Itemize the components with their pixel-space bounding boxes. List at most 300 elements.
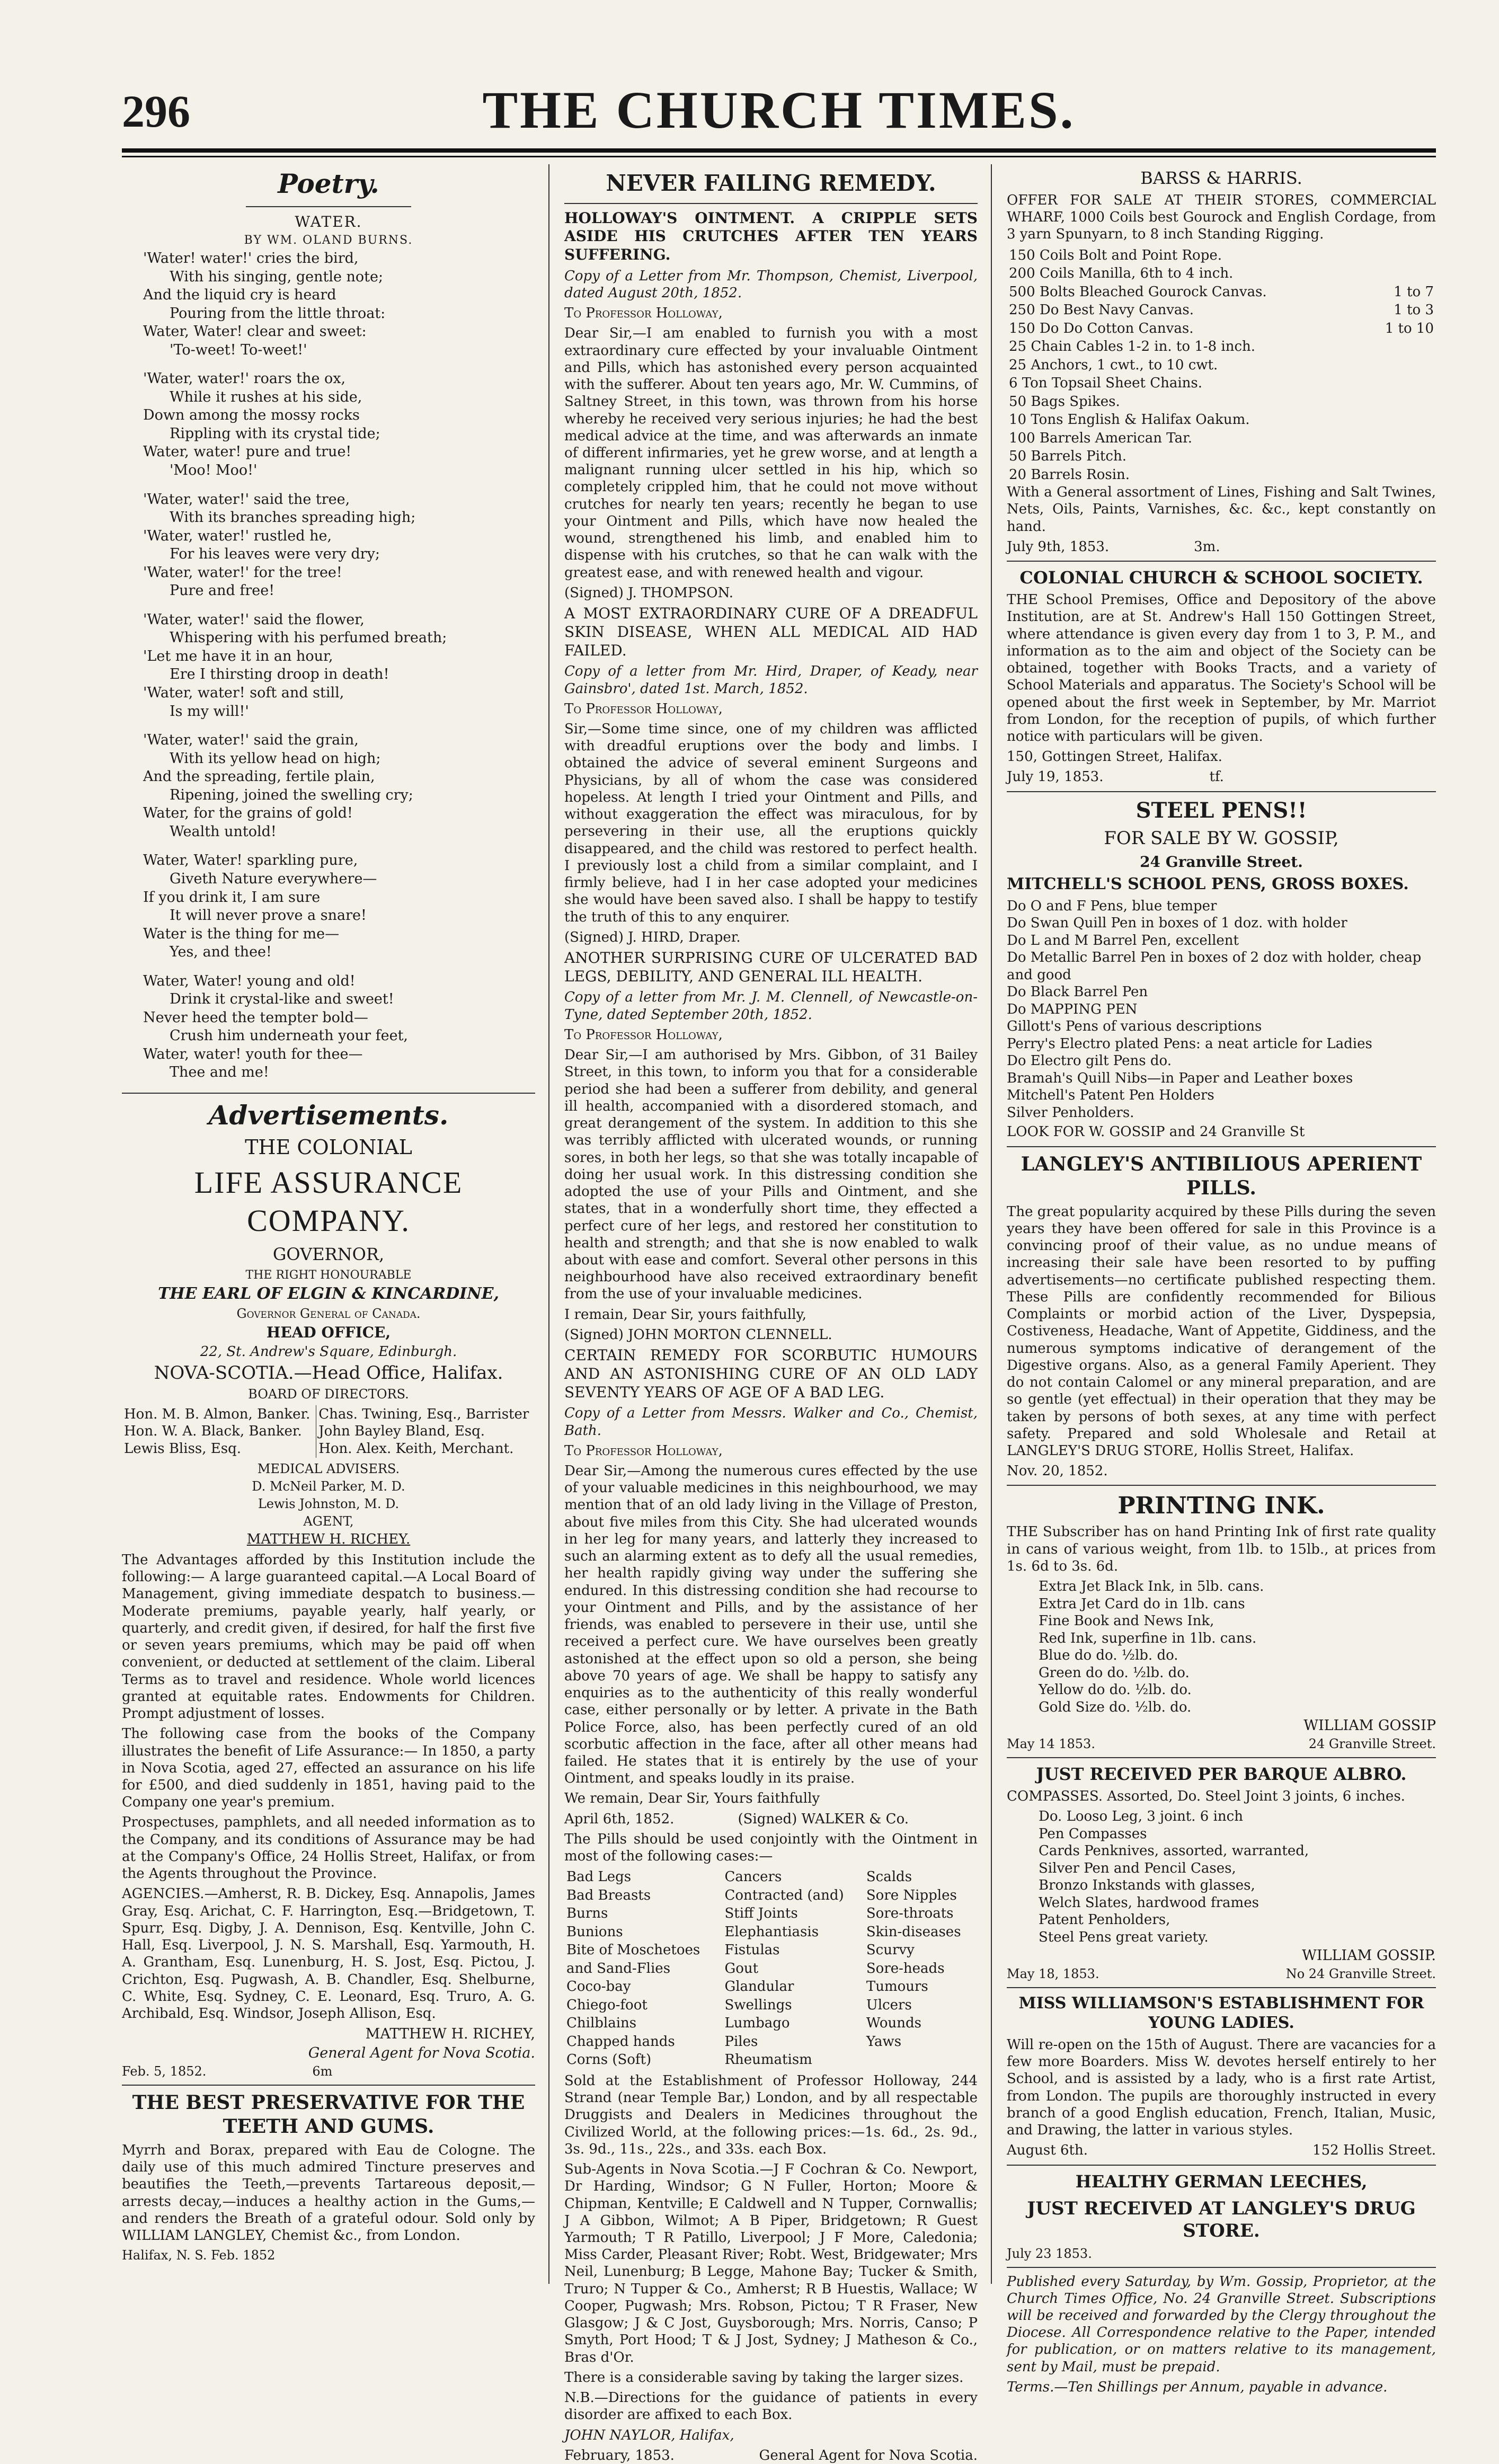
poem-line: For his leaves were very dry; — [170, 546, 380, 563]
poem-line: 'Water, water!' for the tree! — [143, 564, 342, 581]
albro-date-line — [1007, 1966, 1436, 1982]
column-divider — [548, 164, 549, 2284]
ink-signature: WILLIAM GOSSIP — [1303, 1717, 1436, 1734]
letter-recipient: To Professor Holloway, — [564, 1026, 723, 1043]
directors-right — [316, 1405, 535, 1458]
poem-line: Ere I thirsting droop in death! — [170, 666, 389, 683]
letter-source: Copy of a letter from Mr. Hird, Draper, of Keady, near Gainsbro', dated 1st. March, 1852. — [564, 663, 978, 697]
directions-note: N.B.—Directions for the guidance of patients in every disorder are affixed to each Box. — [564, 2390, 978, 2423]
poem-line: And the liquid cry is heard — [143, 287, 336, 304]
williamson-date-line — [1007, 2142, 1436, 2159]
ailment-cell: Burns — [566, 1905, 608, 1922]
ailment-cell: Sore Nipples — [866, 1887, 957, 1903]
albro-list — [1039, 1808, 1436, 1946]
list-item: Blue do do. ½lb. do. — [1039, 1647, 1178, 1664]
poem-line: Pouring from the little throat: — [170, 305, 386, 322]
ailment-cell: Glandular — [724, 1979, 794, 1995]
letter-signature: (Signed) J. HIRD, Draper. — [564, 929, 741, 945]
list-item: Perry's Electro plated Pens: a neat article for Ladies — [1007, 1035, 1372, 1052]
list-item: Do. Looso Leg, 3 joint. 6 inch — [1039, 1809, 1243, 1825]
signature-text: (Signed) WALKER & Co. — [738, 1811, 909, 1827]
poem-line: Water, for the grains of gold! — [143, 805, 353, 822]
paragraph: Myrrh and Borax, prepared with Eau de Cologne. The daily use of this much admired Tincture preserves and beautifies the Teeth,—prevents Tartareous deposit,—arrests decay,—induces a healthy action in the Gums,—and renders the Breath of a grateful odour. Sold only by WILLIAM LANGLEY, Chemist &c., from London. — [122, 2142, 535, 2244]
barss-outro: With a General assortment of Lines, Fishing and Salt Twines, Nets, Oils, Paints, Varnishes, &c. &c., kept constantly on hand. — [1007, 484, 1436, 535]
ink-body — [1007, 1523, 1436, 1575]
ailment-cell: Scurvy — [866, 1942, 915, 1958]
address-text: 24 Granville Street. — [1308, 1736, 1436, 1751]
table-row — [1007, 447, 1436, 466]
ailment-cell: Bite of Moschetoes — [566, 1942, 700, 1958]
poem-line: 'Water, water!' said the flower, — [143, 611, 365, 628]
divider — [564, 203, 978, 204]
barss-cell — [1363, 447, 1436, 466]
albro-signature: WILLIAM GOSSIP. — [1302, 1947, 1436, 1964]
date-text: May 18, 1853. — [1007, 1966, 1099, 1981]
ink-text: THE Subscriber has on hand Printing Ink of first rate quality in cans of various weight, from 1lb. to 15lb., at prices from 1s. 6d to 3s. 6d. — [1007, 1524, 1436, 1574]
table-row — [564, 1978, 978, 1996]
barss-cell — [1363, 411, 1436, 429]
list-item: Silver Pen and Pencil Cases, — [1039, 1860, 1236, 1876]
ailment-cell: Chapped hands — [566, 2033, 675, 2050]
publication-info — [1007, 2273, 1436, 2396]
date-text: July 19, 1853. — [1007, 769, 1104, 785]
ailment-cell: Cancers — [724, 1869, 782, 1885]
list-item: Do Black Barrel Pen — [1007, 984, 1148, 1000]
letter-signature: (Signed) JOHN MORTON CLENNELL. — [564, 1326, 832, 1343]
term-text: tf. — [1209, 769, 1224, 785]
society-text: THE School Premises, Office and Depository of the above Institution, are at St. Andrew's Hall 150 Gottingen Street, where attendance is given every day from 1 to 3, P. M., and information as to the aim and object of the Society can be obtained, together with Books Tracts, and a variety of School Materials and apparatus. The Society's School will be opened about the first week in September, by Mr. Marriot from London, for the reception of pupils, of which further notice with particulars will be given. — [1007, 592, 1436, 745]
barss-intro: OFFER FOR SALE AT THEIR STORES, COMMERCIAL WHARF, 1000 Coils best Gourock and English Cordage, from 3 yarn Spunyarn, to 8 inch Standing Rigging. — [1007, 192, 1436, 243]
table-row — [564, 1941, 978, 1960]
ailment-cell: Coco-bay — [566, 1979, 631, 1995]
letter-closing: We remain, Dear Sir, Yours faithfully — [564, 1791, 820, 1807]
divider — [122, 2085, 535, 2086]
agent-title: General Agent for Nova Scotia. — [759, 2447, 978, 2463]
list-item: Bramah's Quill Nibs—in Paper and Leather boxes — [1007, 1070, 1353, 1086]
agent-name: MATTHEW H. RICHEY. — [246, 1531, 411, 1548]
poem-stanza — [122, 611, 535, 721]
barss-cell: 150 Do Do Cotton Canvas. — [1009, 320, 1194, 336]
colonial-life-body — [122, 1552, 535, 2022]
nova-scotia-office: NOVA-SCOTIA.—Head Office, Halifax. — [154, 1362, 503, 1384]
society-address: 150, Gottingen Street, Halifax. — [1007, 749, 1222, 765]
table-row — [564, 2014, 978, 2033]
poem-line: 'Water, water!' said the tree, — [143, 491, 350, 508]
barss-cell: 150 Coils Bolt and Point Rope. — [1009, 247, 1222, 263]
best-preservative-footer: Halifax, N. S. Feb. 1852 — [122, 2248, 276, 2263]
poetry-heading: Poetry. — [278, 168, 379, 199]
lead: HOLLOWAY'S OINTMENT. A CRIPPLE SETS ASIDE HIS CRUTCHES AFTER TEN YEARS SUFFERING. — [564, 209, 978, 263]
poem-author: BY WM. OLAND BURNS. — [244, 233, 413, 247]
honourable-label: THE RIGHT HONOURABLE — [245, 1268, 412, 1282]
barss-cell — [1363, 338, 1436, 356]
published-notice: Published every Saturday, by Wm. Gossip, Proprietor, at the Church Times Office, No. 24 Granville Street. Subscriptions will be received and forwarded by the Clergy throughout the Diocese. All Correspondence relative to the Paper, intended for publication, or on matters relative to its management, sent by Mail, must be prepaid. — [1007, 2273, 1436, 2375]
list-item: Pen Compasses — [1039, 1825, 1147, 1842]
section-title: A MOST EXTRAORDINARY CURE OF A DREADFUL SKIN DISEASE, WHEN ALL MEDICAL AID HAD FAILED. — [564, 605, 978, 659]
divider — [1007, 561, 1436, 562]
barss-footer — [1007, 484, 1436, 555]
letter-text: Dear Sir,—Among the numerous cures effected by the use of your valuable medicines in this neighbourhood, we may mention that of an old lady living in the Village of Preston, about five miles from this City. She had ulcerated wounds in her leg for many years, and latterly they increased to such an alarming extent as to defy all the usual remedies, her health rapidly giving way under the suffering she endured. In this distressing condition she had recourse to your Ointment and Pills, and by the assistance of her friends, was enabled to persevere in their use, until she received a perfect cure. We have ourselves been greatly astonished at the effect upon so old a person, she being above 70 years of age. We shall be happy to satisfy any enquiries as to the authenticity of this really wonderful case, either personally or by letter. A private in the Bath Police Force, also, has been perfectly cured of an old scorbutic affection in the face, after all other means had failed. He states that it is entirely by the use of your Ointment, and speaks loudly in its praise. — [564, 1463, 978, 1787]
letter-recipient: To Professor Holloway, — [564, 305, 723, 322]
letter-recipient: To Professor Holloway, — [564, 1442, 723, 1459]
society-body — [1007, 591, 1436, 786]
barss-cell: 250 Do Best Navy Canvas. — [1009, 302, 1194, 318]
leeches-text: JUST RECEIVED AT LANGLEY'S DRUG STORE. — [1027, 2197, 1416, 2242]
table-row — [564, 1886, 978, 1905]
barss-cell: 10 Tons English & Halifax Oakum. — [1009, 412, 1250, 428]
director: Hon. M. B. Almon, Banker. — [124, 1406, 311, 1422]
saving-note: There is a considerable saving by taking the larger sizes. — [564, 2369, 964, 2386]
poem-line: Yes, and thee! — [170, 944, 272, 961]
poem-line: 'Water! water!' cries the bird, — [143, 250, 359, 267]
date-text: February, 1853. — [564, 2447, 675, 2463]
poem-line: With its yellow head on high; — [170, 750, 381, 767]
divider — [1007, 2165, 1436, 2166]
williamson-title: MISS WILLIAMSON'S ESTABLISHMENT FOR YOUNG LADIES. — [1018, 1993, 1424, 2033]
barss-cell: 25 Anchors, 1 cwt., to 10 cwt. — [1009, 357, 1218, 373]
ailment-cell: Ulcers — [866, 1997, 912, 2013]
head-office-address: 22, St. Andrew's Square, Edinburgh. — [200, 1343, 457, 1360]
poem-line: Crush him underneath your feet, — [170, 1027, 408, 1044]
director: Hon. W. A. Black, Banker. — [124, 1423, 302, 1440]
doctor: D. McNeil Parker, M. D. — [252, 1479, 405, 1494]
column-middle — [564, 164, 978, 2463]
list-item: Do Metallic Barrel Pen in boxes of 2 doz with holder, cheap and good — [1007, 950, 1422, 983]
paragraph: The Advantages afforded by this Institution include the following:— A large guaranteed capital.—A Local Board of Management, giving immediate despatch to business.—Moderate premiums, payable yearly, half yearly, or quarterly, and credit given, if desired, for half the first five or seven years premiums, which may be paid off when convenient, or deducted at settlement of the claim. Liberal Terms as to travel and residence. Whole world licences granted at equitable rates. Endowments for Children. Prompt adjustment of losses. — [122, 1552, 535, 1722]
director: Lewis Bliss, Esq. — [124, 1440, 242, 1457]
list-item: Gold Size do. ½lb. do. — [1039, 1699, 1192, 1715]
albro-title: JUST RECEIVED PER BARQUE ALBRO. — [1036, 1763, 1407, 1784]
directors-left — [122, 1405, 316, 1458]
governor-general: Governor General of Canada. — [236, 1306, 421, 1321]
divider — [1007, 1485, 1436, 1486]
barss-cell — [1363, 429, 1436, 448]
ailment-cell: Sore-throats — [866, 1905, 954, 1922]
poem-line: 'Let me have it in an hour, — [143, 648, 333, 664]
board-label: BOARD OF DIRECTORS. — [248, 1386, 409, 1402]
list-item: Cards Penknives, assorted, warranted, — [1039, 1843, 1309, 1859]
colonial-life-title: LIFE ASSURANCE COMPANY. — [194, 1165, 463, 1238]
barss-cell — [1363, 374, 1436, 393]
list-item: Fine Book and News Ink, — [1039, 1613, 1214, 1629]
poem-line: Water, Water! young and old! — [143, 972, 356, 989]
masthead — [122, 79, 1436, 143]
table-row — [1007, 356, 1436, 375]
date-text: Feb. 5, 1852. — [122, 2063, 207, 2079]
letter-text: Sir,—Some time since, one of my children was afflicted with dreadful eruptions over the body and limbs. I obtained the advice of several eminent Surgeons and Physicians, by all of whom the case was considered hopeless. At length I tried your Ointment and Pills, and without exaggeration the effect was miraculous, for by persevering in their use, all the eruptions quickly disappeared, and the child was restored to perfect health. I previously lost a child from a similar complaint, and I firmly believe, had I in her case adopted your medicines she would have been saved also. I shall be happy to testify the truth of this to any enquirer. — [564, 721, 978, 925]
holloway-footer — [564, 2072, 978, 2464]
poem-line: With its branches spreading high; — [170, 509, 416, 526]
poem-line: 'Moo! Moo!' — [170, 462, 258, 479]
poem-line: Never heed the tempter bold— — [143, 1009, 368, 1026]
colonial-life-line1: THE COLONIAL — [245, 1136, 412, 1159]
address-text: 152 Hollis Street. — [1312, 2142, 1436, 2159]
poem-line: 'Water, water!' rustled he, — [143, 527, 332, 544]
director: Chas. Twining, Esq., Barrister — [318, 1406, 529, 1422]
barss-date-line — [1007, 538, 1436, 555]
poem-line: Thee and me! — [170, 1064, 269, 1081]
ailment-cell: Wounds — [866, 2015, 921, 2032]
poem-stanza — [122, 491, 535, 600]
barss-cell: 20 Barrels Rosin. — [1009, 466, 1130, 483]
ailment-cell: Corns (Soft) — [566, 2052, 652, 2068]
poem-line: Water, Water! clear and sweet: — [143, 323, 367, 340]
ailment-cell — [864, 2051, 978, 2069]
column-right — [1007, 164, 1436, 2395]
ailment-cell: Bad Breasts — [566, 1887, 651, 1903]
list-item: Bronzo Inkstands with glasses, — [1039, 1877, 1255, 1894]
barss-cell — [1363, 246, 1436, 265]
poem-stanza — [122, 972, 535, 1082]
section-title: ANOTHER SURPRISING CURE OF ULCERATED BAD LEGS, DEBILITY, AND GENERAL ILL HEALTH. — [564, 949, 978, 985]
barss-body — [1007, 192, 1436, 243]
divider — [1007, 2267, 1436, 2268]
table-row — [1007, 393, 1436, 411]
list-item: Silver Penholders. — [1007, 1104, 1134, 1121]
letter-source: Copy of a letter from Mr. J. M. Clennell, of Newcastle-on-Tyne, dated September 20th, 1852. — [564, 989, 978, 1023]
table-row — [1007, 264, 1436, 283]
page-number: 296 — [122, 86, 190, 137]
ad-date — [122, 2063, 535, 2079]
barss-cell: 50 Bags Spikes. — [1009, 393, 1120, 410]
poem-line: If you drink it, I am sure — [143, 889, 321, 906]
poem-body — [122, 250, 535, 1082]
ink-title: PRINTING INK. — [1117, 1492, 1325, 1520]
agent-line — [564, 2447, 978, 2464]
table-row — [1007, 338, 1436, 356]
pills-intro: The Pills should be used conjointly with the Ointment in most of the following cases:— — [564, 1831, 978, 1865]
best-preservative-title: THE BEST PRESERVATIVE FOR THE TEETH AND GUMS. — [132, 2091, 525, 2138]
term-text: 6m — [312, 2063, 333, 2079]
list-item: Gillott's Pens of various descriptions — [1007, 1018, 1262, 1035]
society-title: COLONIAL CHURCH & SCHOOL SOCIETY. — [1019, 568, 1423, 588]
term-text: 3m. — [1194, 538, 1220, 555]
poem-stanza — [122, 250, 535, 359]
letter-text: Dear Sir,—I am authorised by Mrs. Gibbon, of 31 Bailey Street, in this town, to inform you that for a considerable period she had been a sufferer from debility, and general ill health, accompanied with a disordered stomach, and great derangement of the system. In addition to this she was terribly afflicted with ulcerated wounds, or running sores, in both her legs, so that she was totally incapable of doing her usual work. In this distressing condition she adopted the use of your Pills and Ointment, and she states, that in a wonderfully short time, they effected a perfect cure of her legs, and restored her constitution to health and strength; and that she is now enabled to walk about with ease and comfort. Several other persons in this neighbourhood have also received extraordinary benefit from the use of your invaluable medicines. — [564, 1047, 978, 1302]
poem-line: Drink it crystal-like and sweet! — [170, 991, 394, 1008]
pens-address: 24 Granville Street. — [1140, 853, 1303, 871]
doctor: Lewis Johnston, M. D. — [258, 1496, 400, 1512]
paragraph: AGENCIES.—Amherst, R. B. Dickey, Esq. Annapolis, James Gray, Esq. Arichat, C. F. Harrington, Esq.—Bridgetown, T. Spurr, Esq. Digby, J. A. Dennison, Esq. Kentville, John C. Hall, Esq. Liverpool, J. N. S. Marshall, Esq. Yarmouth, H. A. Grantham, Esq. Lunenburg, H. S. Jost, Esq. Pictou, J. Crichton, Esq. Pugwash, A. B. Chandler, Esq. Shelburne, C. White, Esq. Sydney, C. E. Leonard, Esq. Truro, A. G. Archibald, Esq. Windsor, Joseph Allison, Esq. — [122, 1886, 535, 2022]
date-text: August 6th. — [1007, 2142, 1088, 2159]
list-item: Yellow do do. ½lb. do. — [1039, 1682, 1192, 1698]
ailment-cell: Yaws — [866, 2033, 902, 2050]
table-row — [564, 1960, 978, 1978]
ailment-cell: Gout — [724, 1960, 759, 1976]
langley-body — [1007, 1203, 1436, 1480]
terms-notice: Terms.—Ten Shillings per Annum, payable in advance. — [1007, 2379, 1388, 2395]
barss-cell: 100 Barrels American Tar. — [1009, 430, 1192, 446]
table-row — [1007, 283, 1436, 302]
albro-body — [1007, 1788, 1436, 1805]
signature-title: General Agent for Nova Scotia. — [308, 2045, 535, 2062]
barss-cell: 1 to 10 — [1385, 320, 1434, 336]
ailment-cell: Rheumatism — [724, 2052, 812, 2068]
poem-line: Is my will!' — [170, 703, 249, 720]
list-item: Do Swan Quill Pen in boxes of 1 doz. with holder — [1007, 915, 1347, 932]
poem-title: WATER. — [295, 212, 362, 231]
table-row — [564, 2051, 978, 2069]
letter-signature: (Signed) J. THOMPSON. — [564, 584, 733, 601]
ink-list — [1039, 1578, 1436, 1716]
list-item: Extra Jet Black Ink, in 5lb. cans. — [1039, 1579, 1264, 1595]
agent-label: AGENT, — [303, 1514, 354, 1529]
poem-line: Water, water! youth for thee— — [143, 1045, 363, 1062]
best-preservative-body — [122, 2142, 535, 2244]
mitchell-heading: MITCHELL'S SCHOOL PENS, GROSS BOXES. — [1007, 875, 1409, 894]
poem-stanza — [122, 852, 535, 961]
list-item: Do MAPPING PEN — [1007, 1001, 1138, 1017]
list-item: Extra Jet Card do in 1lb. cans — [1039, 1596, 1245, 1612]
paragraph: The following case from the books of the Company illustrates the benefit of Life Assurance:— In 1850, a party in Nova Scotia, aged 27, effected an assurance on his life for £500, and died suddenly in 1851, having paid to the Company one year's premium. — [122, 1726, 535, 1811]
ailment-cell: Bad Legs — [566, 1869, 632, 1885]
ailment-cell: Stiff Joints — [724, 1905, 798, 1922]
letter-closing: I remain, Dear Sir, yours faithfully, — [564, 1306, 807, 1323]
sub-agents: Sub-Agents in Nova Scotia.—J F Cochran & Co. Newport, Dr Harding, Windsor; G N Fuller, Horton; Moore & Chipman, Kentville; E Caldwell and N Tupper, Cornwallis; J A Gibbon, Wilmot; A B Piper, Bridgetown; R Guest Yarmouth; T R Patillo, Liverpool; J F More, Caledonia; Miss Carder, Pleasant River; Robt. West, Bridgewater; Mrs Neil, Lunenburg; B Legge, Mahone Bay; Tucker & Smith, Truro; N Tupper & Co., Amherst; R B Huestis, Wallace; W Cooper, Pugwash; Mrs. Robson, Pictou; T R Fraser, New Glasgow; J & C Jost, Guysborough; Mrs. Norris, Canso; P Smyth, Port Hood; T & J Jost, Sydney; J Matheson & Co., Bras d'Or. — [564, 2161, 978, 2365]
poem-line: Down among the mossy rocks — [143, 407, 360, 424]
pens-list — [1007, 898, 1436, 1122]
pens-seller: FOR SALE BY W. GOSSIP, — [1104, 827, 1339, 849]
ailment-cell: Tumours — [866, 1979, 928, 1995]
ailment-cell: Elephantiasis — [724, 1924, 819, 1940]
poem-line: 'Water, water!' said the grain, — [143, 732, 359, 749]
letter-source: Copy of a Letter from Mr. Thompson, Chemist, Liverpool, dated August 20th, 1852. — [564, 268, 978, 301]
holloway-body — [564, 209, 978, 1865]
divider — [246, 206, 411, 207]
letter-recipient: To Professor Holloway, — [564, 701, 723, 717]
advertisements-heading: Advertisements. — [208, 1099, 449, 1131]
poem-line: It will never prove a snare! — [170, 907, 367, 924]
poem-line: Pure and free! — [170, 582, 275, 599]
ink-date-line — [1007, 1736, 1436, 1752]
director: Hon. Alex. Keith, Merchant. — [318, 1440, 514, 1457]
governor-label: GOVERNOR, — [272, 1244, 385, 1264]
divider — [1007, 1987, 1436, 1988]
date-text: May 14 1853. — [1007, 1736, 1095, 1751]
director: John Bayley Bland, Esq. — [318, 1423, 485, 1440]
ailment-cell: Lumbago — [724, 2015, 790, 2032]
list-item: Do O and F Pens, blue temper — [1007, 898, 1217, 914]
williamson-text: Will re-open on the 15th of August. There are vacancies for a few more Boarders. Miss W. devotes herself entirely to her School, and is assisted by a lady, who is a first rate Artist, from London. The pupils are thoroughly instructed in every branch of a good English education, French, Italian, Music, and Drawing, the latter in various styles. — [1007, 2036, 1436, 2139]
ailment-cell: Chilblains — [566, 2015, 637, 2032]
poem-line: Wealth untold! — [170, 823, 277, 840]
pens-footer: LOOK FOR W. GOSSIP and 24 Granville St — [1007, 1124, 1305, 1140]
table-row — [1007, 466, 1436, 484]
williamson-body — [1007, 2036, 1436, 2159]
divider — [1007, 1146, 1436, 1147]
poem-stanza — [122, 731, 535, 841]
barss-cell: 1 to 3 — [1394, 302, 1434, 318]
barss-cell — [1363, 393, 1436, 411]
leeches-title: HEALTHY GERMAN LEECHES, — [1075, 2171, 1368, 2192]
poem-line: Giveth Nature everywhere— — [170, 870, 377, 887]
table-row — [1007, 429, 1436, 448]
ailment-cell: Piles — [724, 2033, 758, 2050]
poem-line: 'To-weet! To-weet!' — [170, 341, 307, 358]
ailment-cell: Contracted (and) — [724, 1887, 844, 1903]
barss-cell — [1363, 466, 1436, 484]
divider — [1007, 1757, 1436, 1758]
ailment-cell: Skin-diseases — [866, 1924, 961, 1940]
agent-name: JOHN NAYLOR, Halifax, — [564, 2427, 734, 2443]
barss-cell: 1 to 7 — [1394, 283, 1434, 300]
leeches-date: July 23 1853. — [1007, 2246, 1092, 2261]
poem-line: And the spreading, fertile plain, — [143, 768, 375, 785]
barss-title: BARSS & HARRIS. — [1140, 168, 1302, 188]
directors-table — [122, 1405, 535, 1458]
list-item: Do Electro gilt Pens do. — [1007, 1053, 1172, 1069]
barss-cell: 6 Ton Topsail Sheet Chains. — [1009, 375, 1203, 392]
column-divider — [991, 164, 992, 2284]
head-office-label: HEAD OFFICE, — [266, 1323, 391, 1341]
table-row — [1007, 411, 1436, 429]
list-item: Mitchell's Patent Pen Holders — [1007, 1087, 1214, 1104]
date-text: April 6th, 1852. — [564, 1811, 675, 1827]
earl-name: THE EARL OF ELGIN & KINCARDINE, — [158, 1284, 499, 1304]
pens-title: STEEL PENS!! — [1136, 797, 1307, 823]
table-row — [564, 1868, 978, 1886]
poem-line: Whispering with his perfumed breath; — [170, 630, 447, 646]
poem-line: Water, Water! sparkling pure, — [143, 852, 358, 869]
barss-cell: 50 Barrels Pitch. — [1009, 448, 1127, 465]
table-row — [564, 2033, 978, 2051]
address-text: No 24 Granville Street. — [1285, 1966, 1436, 1981]
ailment-cell: Swellings — [724, 1997, 792, 2013]
letter-text: Dear Sir,—I am enabled to furnish you with a most extraordinary cure effected by your invaluable Ointment and Pills, which has astonished every person acquainted with the sufferer. About ten years ago, Mr. W. Cummins, of Saltney Street, in this town, was thrown from his horse whereby he received very serious injuries; he had the best medical advice at the time, and was afterwards an inmate of different infirmaries, yet he grew worse, and at length a malignant running ulcer settled in his hip, which so completely crippled him, that he could not move without crutches for nearly ten years; recently he began to use your Ointment and Pills, which have now healed the wound, strengthened his limb, and enabled him to dispense with his crutches, so that he can walk with the greatest ease, and with renewed health and vigour. — [564, 325, 978, 581]
ailment-cell: Scalds — [866, 1869, 912, 1885]
barss-cell: 500 Bolts Bleached Gourock Canvas. — [1009, 283, 1267, 300]
table-row — [1007, 301, 1436, 320]
date-text: July 9th, 1853. — [1007, 538, 1110, 555]
list-item: Red Ink, superfine in 1lb. cans. — [1039, 1630, 1257, 1646]
ailment-cell: Fistulas — [724, 1942, 780, 1958]
letter-signature — [564, 1811, 978, 1828]
ailment-cell: Sore-heads — [866, 1960, 945, 1976]
society-date-line — [1007, 768, 1436, 785]
table-row — [564, 1923, 978, 1942]
table-row — [1007, 374, 1436, 393]
barss-cell — [1363, 264, 1436, 283]
signature-name: MATTHEW H. RICHEY, — [365, 2026, 535, 2043]
newspaper-title: THE CHURCH TIMES. — [482, 81, 1076, 139]
ailment-cell: and Sand-Flies — [566, 1960, 671, 1976]
poem-line: Water is the thing for me— — [143, 925, 340, 942]
holloway-title: NEVER FAILING REMEDY. — [606, 170, 936, 196]
divider — [1007, 791, 1436, 792]
divider — [122, 1093, 535, 1094]
table-row — [564, 1996, 978, 2015]
ailment-cell: Bunions — [566, 1924, 623, 1940]
list-item: Do L and M Barrel Pen, excellent — [1007, 932, 1239, 949]
list-item: Patent Penholders, — [1039, 1912, 1170, 1928]
masthead-rule — [122, 148, 1436, 153]
langley-title: LANGLEY'S ANTIBILIOUS APERIENT PILLS. — [1021, 1153, 1422, 1199]
poem-line: While it rushes at his side, — [170, 388, 362, 405]
list-item: Welch Slates, hardwood frames — [1039, 1894, 1259, 1911]
poem-line: Rippling with its crystal tide; — [170, 425, 380, 442]
column-left — [122, 164, 535, 2294]
langley-date: Nov. 20, 1852. — [1007, 1463, 1108, 1479]
albro-text: COMPASSES. Assorted, Do. Steel Joint 3 joints, 6 inches. — [1007, 1788, 1405, 1804]
barss-items — [1007, 246, 1436, 484]
poem-line: 'Water, water! soft and still, — [143, 685, 344, 702]
ailments-table — [564, 1868, 978, 2069]
poem-line: With his singing, gentle note; — [170, 268, 384, 285]
table-row — [1007, 246, 1436, 265]
ailment-cell: Chiego-foot — [566, 1997, 648, 2013]
masthead-rule-thin — [122, 156, 1436, 157]
langley-text: The great popularity acquired by these Pills during the seven years they have been offered for sale in this Province is a convincing proof of their value, as no undue means of increasing their sale have been resorted to by puffing advertisements—no certificate published respecting them. These Pills are confidently recommended for Bilious Complaints or morbid action of the Liver, Dyspepsia, Costiveness, Headache, Want of Appetite, Giddiness, and the numerous symptoms indicative of derangement of the Digestive organs. Also, as a general Family Aperient. They do not contain Calomel or any mineral preparation, and are so gentle (yet effectual) in their operation that they may be taken by persons of both sexes, at any time with perfect safety. Prepared and sold Wholesale and Retail at LANGLEY'S DRUG STORE, Hollis Street, Halifax. — [1007, 1203, 1436, 1459]
